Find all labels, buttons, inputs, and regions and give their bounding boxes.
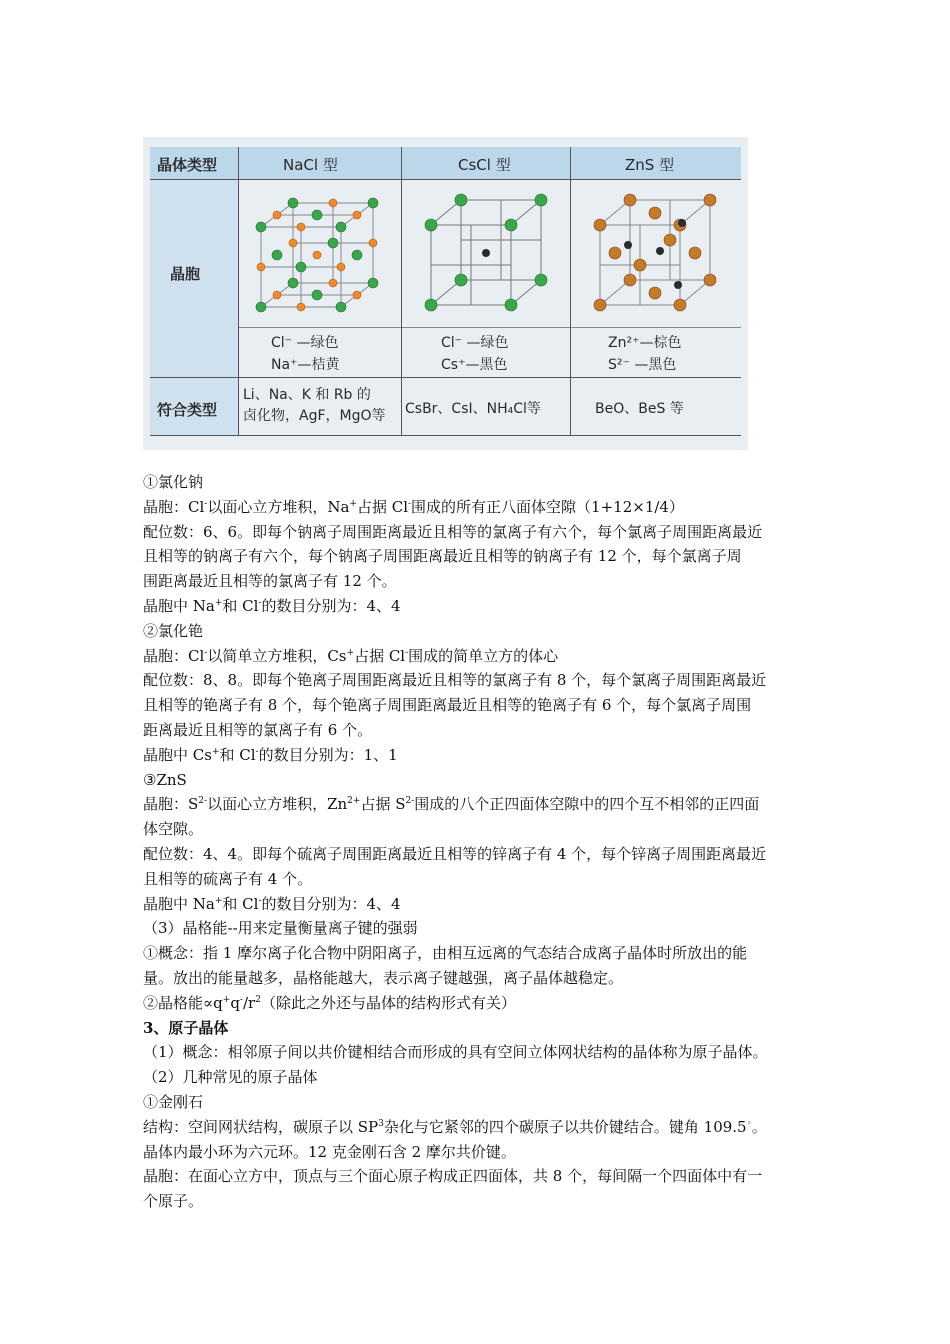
grid-line (238, 147, 239, 435)
grid-line (570, 147, 571, 435)
nacl-unit-cell-diagram (243, 185, 393, 325)
nacl-legend: Cl⁻ —绿色 Na⁺—桔黄 (271, 335, 340, 373)
paragraph-line: ②晶格能$\propto q^+q^-/r^2$（除此之外还与晶体的结构形式有关） (143, 993, 516, 1012)
paragraph-line: 个原子。 (143, 1192, 204, 1211)
paragraph-line: 配位数：4、4。即每个硫离子周围距离最近且相等的锌离子有 4 个，每个锌离子周围距离最近 (143, 844, 767, 863)
paragraph-line: 配位数：6、6。即每个钠离子周围距离最近且相等的氯离子有六个，每个氯离子周围距离最近 (143, 522, 763, 541)
paragraph-line: 晶胞中 Cs+和 Cl-的数目分别为：1、1 (143, 745, 398, 764)
heading-lattice-energy: （3）晶格能--用来定量衡量离子键的强弱 (143, 919, 418, 938)
cscl-legend: Cl⁻ —绿色 Cs⁺—黑色 (441, 335, 509, 373)
paragraph-line: 且相等的硫离子有 4 个。 (143, 869, 313, 888)
header-crystal-type: 晶体类型 (157, 156, 218, 174)
row-label-applicable-types: 符合类型 (157, 401, 218, 419)
paragraph-line: 晶体内最小环为六元环。12 克金刚石含 2 摩尔共价键。 (143, 1142, 516, 1161)
heading-zns: ③ZnS (143, 770, 187, 789)
zns-examples: BeO、BeS 等 (595, 401, 684, 417)
heading-cscl: ②氯化铯 (143, 621, 204, 640)
cscl-examples: CsBr、CsI、NH₄Cl等 (405, 401, 541, 417)
paragraph-line: 配位数：8、8。即每个铯离子周围距离最近且相等的氯离子有 8 个，每个氯离子周围距离最近 (143, 671, 767, 690)
grid-line (150, 435, 741, 436)
header-zns: ZnS 型 (625, 156, 675, 174)
paragraph-line: 晶胞：在面心立方中，顶点与三个面心原子构成正四面体，共 8 个，每间隔一个四面体中有一 (143, 1167, 763, 1186)
paragraph-line: ①概念：指 1 摩尔离子化合物中阴阳离子，由相互远离的气态结合成离子晶体时所放出的能 (143, 944, 748, 963)
heading-nacl: ①氯化钠 (143, 473, 204, 491)
paragraph-line: 量。放出的能量越多，晶格能越大，表示离子键越强，离子晶体越稳定。 (143, 968, 624, 987)
paragraph-line: 且相等的钠离子有六个，每个钠离子周围距离最近且相等的钠离子有 12 个，每个氯离子周 (143, 547, 742, 566)
header-cscl: CsCl 型 (458, 156, 511, 174)
section-heading-atomic-crystal: 3、原子晶体 (143, 1018, 229, 1037)
header-nacl: NaCl 型 (283, 156, 338, 174)
nacl-examples: Li、Na、K 和 Rb 的 卤化物，AgF，MgO等 (243, 387, 386, 424)
paragraph-line: 距离最近且相等的氯离子有 6 个。 (143, 720, 373, 739)
grid-line (238, 327, 741, 328)
paragraph-line: 围距离最近且相等的氯离子有 12 个。 (143, 572, 397, 591)
paragraph-line: （2）几种常见的原子晶体 (143, 1068, 318, 1087)
paragraph-line: 结构：空间网状结构，碳原子以 $SP^3$杂化与它紧邻的四个碳原子以共价键结合。键角 109.5◦。 (143, 1117, 767, 1136)
paragraph-line: 体空隙。 (143, 820, 204, 839)
crystal-type-table-image (143, 137, 748, 450)
paragraph-line: 且相等的铯离子有 8 个，每个铯离子周围距离最近且相等的铯离子有 6 个，每个氯离子周围 (143, 696, 752, 715)
paragraph-line: 晶胞：Cl-以简单立方堆积，Cs+占据 Cl-围成的简单立方的体心 (143, 646, 559, 665)
paragraph-line: （1）概念：相邻原子间以共价键相结合而形成的具有空间立体网状结构的晶体称为原子晶体。 (143, 1043, 768, 1062)
paragraph-line: 晶胞：$S^{2-}$以面心立方堆积，$Zn^{2+}$占据 $S^{2-}$围成的八个正四面体空隙中的四个互不相邻的正四面 (143, 795, 760, 814)
document-body (143, 470, 813, 1214)
grid-line (401, 147, 402, 435)
paragraph-line: 晶胞中 Na+和 Cl-的数目分别为：4、4 (143, 894, 401, 913)
paragraph-line: 晶胞：Cl-以面心立方堆积，Na+占据 Cl-围成的所有正八面体空隙（1+12×1/4） (143, 497, 684, 516)
row-label-unit-cell: 晶胞 (170, 265, 201, 283)
cscl-unit-cell-diagram (411, 185, 561, 325)
zns-legend: Zn²⁺—棕色 S²⁻ —黑色 (608, 335, 682, 373)
paragraph-line: 晶胞中 Na+和 Cl-的数目分别为：4、4 (143, 596, 401, 615)
table-label-column (150, 179, 238, 435)
zns-unit-cell-diagram (580, 185, 730, 325)
heading-diamond: ①金刚石 (143, 1092, 204, 1111)
